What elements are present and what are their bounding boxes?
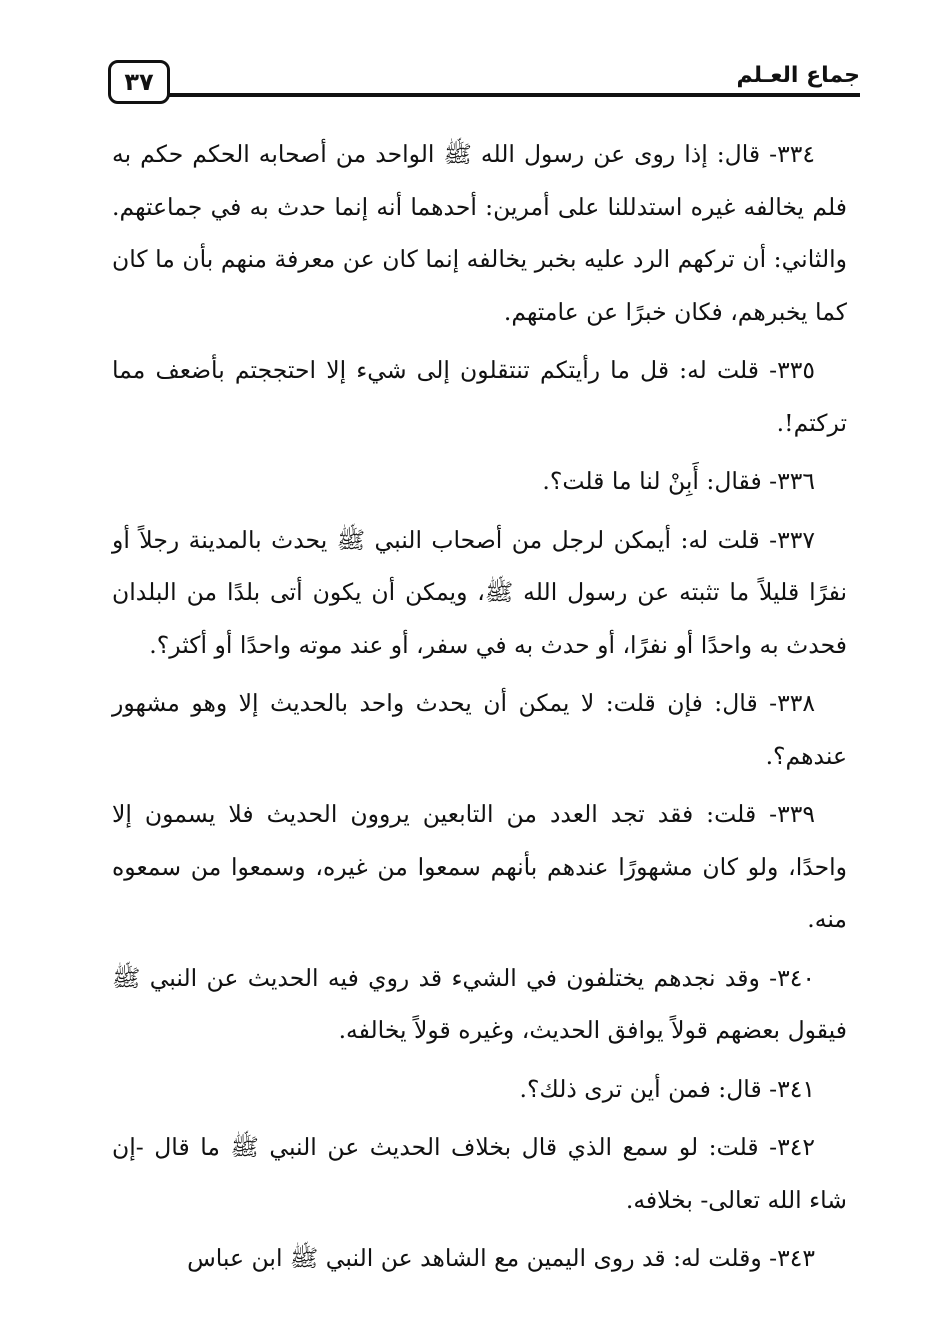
running-title: جماع العـلم <box>726 62 860 90</box>
paragraph <box>112 788 847 946</box>
paragraph-number: ٣٣٥- <box>769 356 815 384</box>
paragraph-text: قال: إذا روى عن رسول الله ﷺ الواحد من أصحابه الحكم حكم به فلم يخالفه غيره استدللنا على أمرين: أحدهما أنه إنما حدث به في جماعتهم. والثاني: أن تركهم الرد عليه بخبر يخالفه إنما كان عن معرفة منهم بأن ما كان كما يخبرهم، فكان خبرًا عن عامتهم. <box>112 140 847 326</box>
page-header <box>108 60 860 112</box>
paragraph <box>112 1121 847 1226</box>
paragraph <box>112 1063 847 1116</box>
paragraph <box>112 344 847 449</box>
paragraph-number: ٣٤٠- <box>769 963 815 992</box>
paragraph-text: فقال: أَبِنْ لنا ما قلت؟. <box>542 467 762 495</box>
paragraph-number: ٣٣٩- <box>769 800 815 828</box>
paragraph-number: ٣٣٨- <box>769 689 815 717</box>
paragraph <box>112 128 847 338</box>
paragraph-number: ٣٤١- <box>769 1074 815 1103</box>
paragraph-text: قلت: فقد تجد العدد من التابعين يروون الحديث فلا يسمون إلا واحدًا، ولو كان مشهورًا عندهم بأنهم سمعوا من غيره، وسمعوا من سمعوه منه. <box>112 800 847 933</box>
main-text <box>112 128 847 1291</box>
paragraph-number: ٣٤٣- <box>769 1244 815 1272</box>
paragraph-text: قال: فمن أين ترى ذلك؟. <box>519 1074 762 1103</box>
paragraph-number: ٣٣٦- <box>769 467 815 495</box>
paragraph-text: قلت له: قل ما رأيتكم تنتقلون إلى شيء إلا احتججتم بأضعف مما تركتم!. <box>112 356 847 437</box>
paragraph-number: ٣٣٤- <box>769 140 815 168</box>
page-number: ٣٧ <box>124 68 154 96</box>
paragraph-text: قلت: لو سمع الذي قال بخلاف الحديث عن النبي ﷺ ما قال -إن شاء الله تعالى- بخلافه. <box>112 1133 847 1214</box>
paragraph <box>112 952 847 1057</box>
paragraph <box>112 514 847 672</box>
paragraph-text: وقلت له: قد روى اليمين مع الشاهد عن النبي ﷺ ابن عباس <box>187 1244 762 1272</box>
page-number-badge <box>108 60 170 104</box>
paragraph-text: وقد نجدهم يختلفون في الشيء قد روي فيه الحديث عن النبي ﷺ فيقول بعضهم قولاً يوافق الحديث، وغيره قولاً يخالفه. <box>112 963 847 1044</box>
paragraph <box>112 677 847 782</box>
paragraph <box>112 455 847 508</box>
paragraph-text: قلت له: أيمكن لرجل من أصحاب النبي ﷺ يحدث بالمدينة رجلاً أو نفرًا قليلاً ما تثبته عن رسول الله ﷺ، ويمكن أن يكون أتى بلدًا من البلدان فحدث به واحدًا أو نفرًا، أو حدث به في سفر، أو عند موته واحدًا أو أكثر؟. <box>112 525 847 659</box>
paragraph-number: ٣٤٢- <box>769 1133 815 1161</box>
paragraph-number: ٣٣٧- <box>769 525 815 554</box>
header-rule <box>168 93 860 97</box>
paragraph <box>112 1232 847 1285</box>
paragraph-text: قال: فإن قلت: لا يمكن أن يحدث واحد بالحديث إلا وهو مشهور عندهم؟. <box>112 689 847 770</box>
